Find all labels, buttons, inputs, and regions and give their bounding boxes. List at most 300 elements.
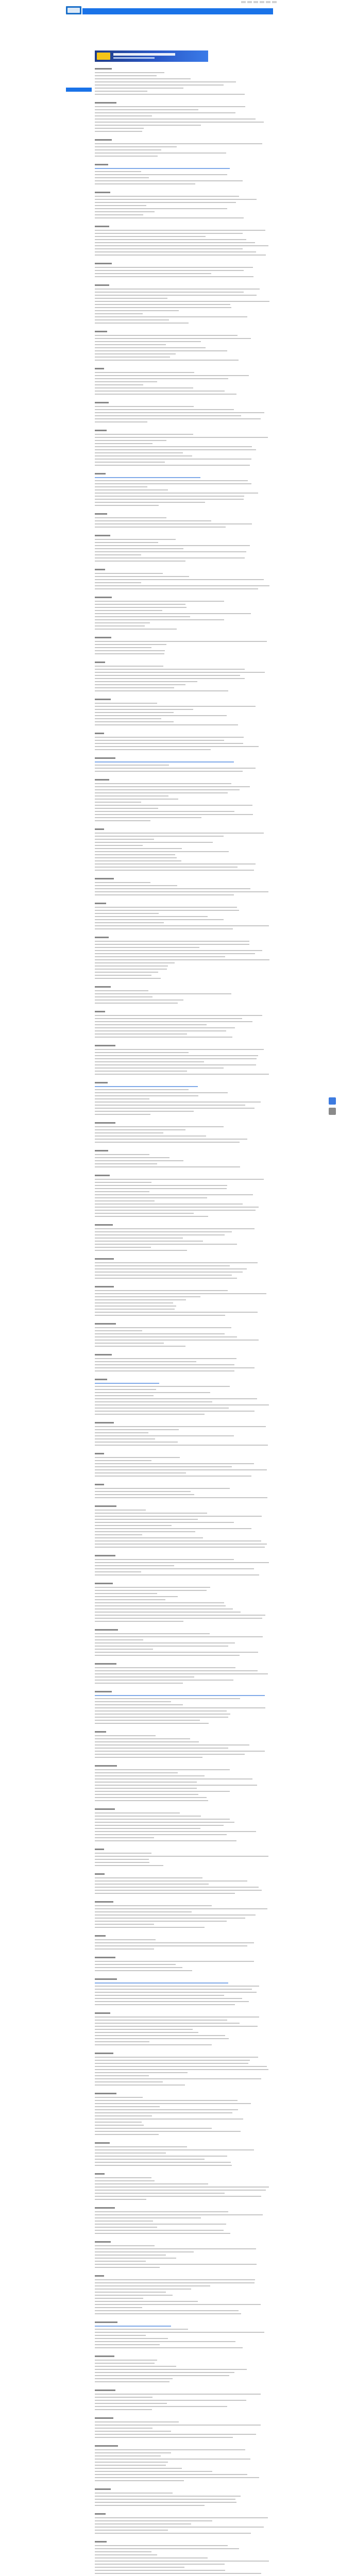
section-heading (95, 2142, 110, 2144)
paragraph-line (95, 440, 166, 441)
sidebar-item[interactable] (66, 64, 92, 69)
paragraph-line (95, 205, 146, 206)
paragraph-line (95, 208, 227, 209)
paragraph-line (95, 1265, 230, 1266)
paragraph-line (95, 737, 244, 738)
paragraph-line (95, 1998, 242, 1999)
section-heading (95, 1122, 115, 1124)
paragraph-line (95, 1494, 194, 1495)
paragraph-line (95, 1027, 235, 1028)
paragraph-line (95, 613, 251, 614)
sidebar (66, 41, 92, 99)
paragraph-line (95, 2248, 256, 2249)
paragraph-line (95, 1602, 224, 1603)
section-heading (95, 2541, 107, 2543)
paragraph-line (95, 292, 244, 293)
link-text[interactable] (95, 1695, 265, 1696)
section-heading (95, 2275, 104, 2277)
paragraph-line (95, 446, 252, 447)
paragraph-line (95, 307, 231, 308)
paragraph-line (95, 2545, 228, 2546)
paragraph-line (95, 462, 165, 463)
paragraph-line (95, 493, 258, 494)
paragraph-line (95, 2332, 264, 2333)
section-heading (95, 513, 107, 515)
paragraph-line (95, 2496, 241, 2497)
paragraph-line (95, 273, 211, 274)
paragraph-line (95, 1525, 172, 1526)
paragraph-line (95, 2221, 153, 2222)
paragraph-line (95, 2437, 233, 2438)
sidebar-item[interactable] (66, 41, 92, 45)
paragraph-line (95, 1877, 202, 1878)
paragraph-line (95, 1961, 254, 1962)
paragraph-line (95, 1744, 249, 1745)
main-content (95, 31, 273, 2576)
section-heading (95, 1978, 117, 1980)
paragraph-line (95, 1466, 232, 1467)
paragraph-line (95, 171, 141, 172)
paragraph-line (95, 907, 237, 908)
paragraph-line (95, 1058, 257, 1059)
paragraph-line (95, 1615, 265, 1616)
section-heading (95, 1379, 107, 1380)
paragraph-line (95, 947, 199, 948)
paragraph-line (95, 740, 224, 741)
paragraph-line (95, 1608, 233, 1609)
share-button[interactable] (329, 1097, 336, 1105)
paragraph-line (95, 1680, 233, 1681)
paragraph-line (95, 1361, 196, 1362)
paragraph-line (95, 91, 147, 92)
paragraph-line (95, 1754, 245, 1755)
site-logo[interactable] (66, 6, 81, 14)
paragraph-line (95, 2554, 157, 2555)
paragraph-line (95, 1942, 254, 1943)
paragraph-line (95, 1834, 227, 1835)
section-heading (95, 1354, 112, 1355)
paragraph-line (95, 202, 236, 203)
paragraph-line (95, 743, 243, 744)
paragraph-line (95, 146, 177, 147)
paragraph-line (95, 236, 206, 237)
paragraph-line (95, 576, 189, 577)
paragraph-line (95, 2421, 179, 2422)
paragraph-line (95, 690, 228, 691)
paragraph-line (95, 1071, 187, 1072)
paragraph-line (95, 2502, 236, 2503)
paragraph-line (95, 2449, 245, 2450)
section-heading (95, 1583, 113, 1584)
paragraph-line (95, 629, 177, 630)
section-heading (95, 2321, 117, 2323)
paragraph-line (95, 2520, 212, 2521)
back-to-top-button[interactable] (329, 1108, 336, 1115)
paragraph-line (95, 2366, 176, 2367)
paragraph-line (95, 391, 225, 392)
logo-icon (67, 8, 80, 13)
paragraph-line (95, 406, 194, 407)
paragraph-line (95, 156, 158, 157)
paragraph-line (95, 1306, 176, 1307)
paragraph-line (95, 1092, 228, 1093)
paragraph-line (95, 2335, 146, 2336)
paragraph-line (95, 1831, 256, 1832)
paragraph-line (95, 799, 178, 800)
paragraph-line (95, 2289, 191, 2290)
sidebar-item[interactable] (66, 55, 92, 59)
paragraph-line (95, 316, 247, 317)
paragraph-line (95, 2119, 243, 2120)
paragraph-line (95, 1343, 164, 1344)
paragraph-line (95, 1596, 178, 1597)
paragraph-line (95, 112, 235, 113)
paragraph-line (95, 2100, 238, 2101)
paragraph-line (95, 375, 249, 376)
paragraph-line (95, 721, 174, 722)
paragraph-line (95, 1914, 256, 1916)
paragraph-line (95, 2217, 201, 2218)
paragraph-line (95, 1327, 231, 1328)
paragraph-line (95, 2193, 225, 2194)
paragraph-line (95, 523, 252, 524)
paragraph-line (95, 715, 227, 716)
paragraph-line (95, 2298, 143, 2299)
paragraph-line (95, 2245, 155, 2246)
paragraph-line (95, 1194, 253, 1195)
paragraph-line (95, 1948, 154, 1950)
link-text[interactable] (95, 168, 230, 169)
promo-banner[interactable] (95, 50, 208, 62)
section-heading (95, 1873, 105, 1875)
paragraph-line (95, 1426, 266, 1427)
paragraph-line (95, 789, 240, 790)
paragraph-line (95, 882, 150, 883)
paragraph-line (95, 2499, 235, 2500)
paragraph-line (95, 557, 245, 558)
paragraph-line (95, 409, 234, 410)
paragraph-line (95, 1633, 210, 1634)
paragraph-line (95, 622, 150, 623)
paragraph-line (95, 647, 151, 648)
paragraph-line (95, 768, 256, 769)
paragraph-line (95, 1488, 230, 1489)
paragraph-line (95, 486, 147, 487)
paragraph-line (95, 1621, 183, 1622)
paragraph-line (95, 480, 248, 481)
link-text[interactable] (95, 2326, 171, 2327)
paragraph-line (95, 1568, 254, 1569)
paragraph-line (95, 455, 192, 456)
paragraph-line (95, 845, 143, 846)
paragraph-line (95, 2301, 198, 2302)
paragraph-line (95, 125, 201, 126)
paragraph-line (95, 619, 224, 620)
paragraph-line (95, 2406, 227, 2407)
paragraph-line (95, 839, 154, 840)
paragraph-line (95, 255, 266, 256)
link-text[interactable] (95, 761, 234, 762)
section-heading (95, 1555, 115, 1556)
paragraph-line (95, 653, 164, 654)
paragraph-line (95, 2285, 210, 2286)
paragraph-line (95, 2044, 212, 2045)
paragraph-line (95, 1129, 185, 1130)
paragraph-line (95, 1132, 163, 1133)
sidebar-item[interactable] (66, 46, 92, 50)
section-heading (95, 2417, 113, 2419)
section-heading (95, 569, 105, 570)
section-heading (95, 1849, 104, 1850)
paragraph-line (95, 122, 264, 123)
paragraph-line (95, 449, 256, 450)
paragraph-line (95, 783, 231, 784)
paragraph-line (95, 2149, 254, 2150)
paragraph-line (95, 805, 252, 806)
paragraph-line (95, 2477, 259, 2478)
paragraph-line (95, 588, 258, 589)
paragraph-line (95, 341, 201, 342)
paragraph-line (95, 1024, 207, 1025)
paragraph-line (95, 1590, 207, 1591)
paragraph-line (95, 2057, 258, 2058)
section-heading (95, 903, 106, 904)
paragraph-line (95, 1408, 229, 1409)
paragraph-line (95, 1315, 225, 1316)
paragraph-line (95, 2261, 146, 2262)
paragraph-line (95, 2369, 247, 2370)
paragraph-line (95, 1358, 236, 1359)
paragraph-line (95, 459, 251, 460)
paragraph-line (95, 1819, 230, 1820)
paragraph-line (95, 1794, 198, 1795)
paragraph-line (95, 239, 246, 240)
paragraph-line (95, 573, 163, 574)
paragraph-line (95, 1701, 171, 1702)
paragraph-line (95, 131, 142, 132)
paragraph-line (95, 2084, 185, 2086)
paragraph-line (95, 1278, 237, 1279)
sidebar-item[interactable] (66, 69, 92, 73)
paragraph-line (95, 2020, 227, 2021)
paragraph-line (95, 499, 244, 500)
paragraph-line (95, 496, 244, 497)
paragraph-line (95, 310, 179, 311)
paragraph-line (95, 1333, 225, 1334)
paragraph-line (95, 1074, 269, 1075)
sidebar-item[interactable] (66, 50, 92, 55)
paragraph-line (95, 1204, 243, 1205)
paragraph-line (95, 607, 187, 608)
paragraph-line (95, 867, 238, 868)
section-heading (95, 699, 111, 700)
paragraph-line (95, 1840, 236, 1841)
paragraph-line (95, 84, 224, 86)
paragraph-line (95, 1142, 240, 1143)
section-heading (95, 68, 112, 70)
paragraph-line (95, 387, 193, 388)
sidebar-item[interactable] (66, 74, 92, 78)
paragraph-line (95, 1231, 232, 1232)
paragraph-line (95, 811, 234, 812)
paragraph-line (95, 1887, 259, 1888)
paragraph-line (95, 214, 143, 215)
paragraph-line (95, 1370, 234, 1371)
paragraph-line (95, 1364, 234, 1365)
paragraph-line (95, 2267, 160, 2268)
paragraph-line (95, 1791, 230, 1792)
paragraph-line (95, 251, 256, 252)
paragraph-line (95, 1021, 252, 1022)
paragraph-line (95, 978, 161, 979)
paragraph-line (95, 489, 168, 490)
paragraph-line (95, 230, 265, 231)
paragraph-line (95, 1275, 232, 1276)
section-heading (95, 1175, 110, 1176)
paragraph-line (95, 863, 256, 865)
paragraph-line (95, 1244, 237, 1245)
paragraph-line (95, 2307, 142, 2308)
paragraph-line (95, 1676, 194, 1677)
section-heading (95, 2488, 111, 2490)
paragraph-line (95, 579, 264, 580)
paragraph-line (95, 2338, 168, 2339)
paragraph-line (95, 1714, 230, 1715)
section-heading (95, 226, 109, 227)
paragraph-line (95, 771, 243, 772)
paragraph-line (95, 1822, 234, 1823)
paragraph-line (95, 2066, 267, 2067)
main-navigation (82, 8, 273, 14)
paragraph-line (95, 833, 264, 834)
paragraph-line (95, 2103, 251, 2104)
sidebar-item[interactable] (66, 60, 92, 64)
link-text[interactable] (95, 1086, 198, 1087)
paragraph-line (95, 2060, 250, 2061)
paragraph-line (95, 2471, 212, 2472)
paragraph-line (95, 792, 228, 793)
paragraph-line (95, 1667, 235, 1668)
paragraph-line (95, 1547, 265, 1548)
paragraph-line (95, 1033, 187, 1035)
paragraph-line (95, 894, 234, 895)
paragraph-line (95, 1290, 228, 1291)
paragraph-line (95, 2227, 157, 2228)
top-links[interactable] (241, 1, 277, 3)
link-text[interactable] (95, 477, 200, 478)
paragraph-line (95, 2115, 152, 2116)
paragraph-line (95, 2180, 155, 2181)
paragraph-line (95, 242, 255, 243)
paragraph-line (95, 2187, 269, 2188)
paragraph-line (95, 2075, 149, 2076)
paragraph-line (95, 885, 177, 886)
paragraph-line (95, 1238, 183, 1239)
section-heading (95, 2012, 110, 2014)
paragraph-line (95, 2394, 261, 2395)
paragraph-line (95, 2125, 144, 2126)
paragraph-line (95, 270, 244, 271)
paragraph-line (95, 106, 245, 107)
paragraph-line (95, 1182, 151, 1183)
section-heading (95, 139, 112, 141)
paragraph-line (95, 353, 176, 354)
paragraph-line (95, 2505, 205, 2506)
link-text[interactable] (95, 1383, 159, 1384)
link-text[interactable] (95, 1982, 228, 1984)
paragraph-line (95, 2001, 249, 2002)
paragraph-line (95, 1636, 263, 1637)
paragraph-line (95, 1213, 194, 1214)
paragraph-line (95, 1139, 247, 1140)
paragraph-line (95, 1052, 189, 1053)
paragraph-line (95, 1442, 178, 1443)
paragraph-line (95, 183, 195, 184)
paragraph-line (95, 1704, 183, 1705)
sidebar-item[interactable] (66, 92, 92, 96)
section-heading (95, 2241, 111, 2243)
paragraph-line (95, 2199, 146, 2200)
paragraph-line (95, 687, 174, 688)
section-heading (95, 331, 107, 332)
paragraph-line (95, 1136, 206, 1137)
paragraph-line (95, 1989, 252, 1990)
paragraph-line (95, 1160, 183, 1161)
paragraph-line (95, 2523, 191, 2524)
section-heading (95, 1286, 114, 1287)
paragraph-line (95, 1921, 227, 1922)
paragraph-line (95, 196, 239, 197)
paragraph-line (95, 786, 250, 787)
section-heading (95, 1484, 104, 1485)
paragraph-line (95, 857, 177, 858)
paragraph-line (95, 1924, 154, 1925)
paragraph-line (95, 1519, 198, 1520)
paragraph-line (95, 1970, 192, 1971)
paragraph-line (95, 913, 159, 914)
paragraph-line (95, 1918, 245, 1919)
paragraph-line (95, 2400, 246, 2401)
paragraph-line (95, 502, 205, 503)
paragraph-line (95, 1247, 151, 1248)
sidebar-item[interactable] (66, 83, 92, 87)
paragraph-line (95, 1812, 180, 1814)
paragraph-line (95, 1853, 151, 1854)
paragraph-line (95, 1250, 187, 1251)
paragraph-line (95, 412, 264, 413)
paragraph-line (95, 2016, 259, 2018)
paragraph-line (95, 1522, 234, 1523)
paragraph-line (95, 1741, 199, 1742)
paragraph-line (95, 1101, 261, 1103)
sidebar-item[interactable] (66, 88, 92, 92)
paragraph-line (95, 2224, 226, 2225)
paragraph-line (95, 2295, 173, 2296)
section-heading (95, 828, 104, 830)
section-heading (95, 1663, 116, 1665)
paragraph-line (95, 919, 224, 920)
paragraph-line (95, 1105, 245, 1106)
paragraph-line (95, 520, 211, 521)
sidebar-item[interactable] (66, 78, 92, 82)
paragraph-line (95, 601, 224, 602)
paragraph-line (95, 1401, 212, 1402)
paragraph-line (95, 1389, 156, 1390)
paragraph-line (95, 1015, 262, 1016)
paragraph-line (95, 1398, 257, 1399)
paragraph-line (95, 820, 150, 821)
paragraph-line (95, 1463, 254, 1464)
